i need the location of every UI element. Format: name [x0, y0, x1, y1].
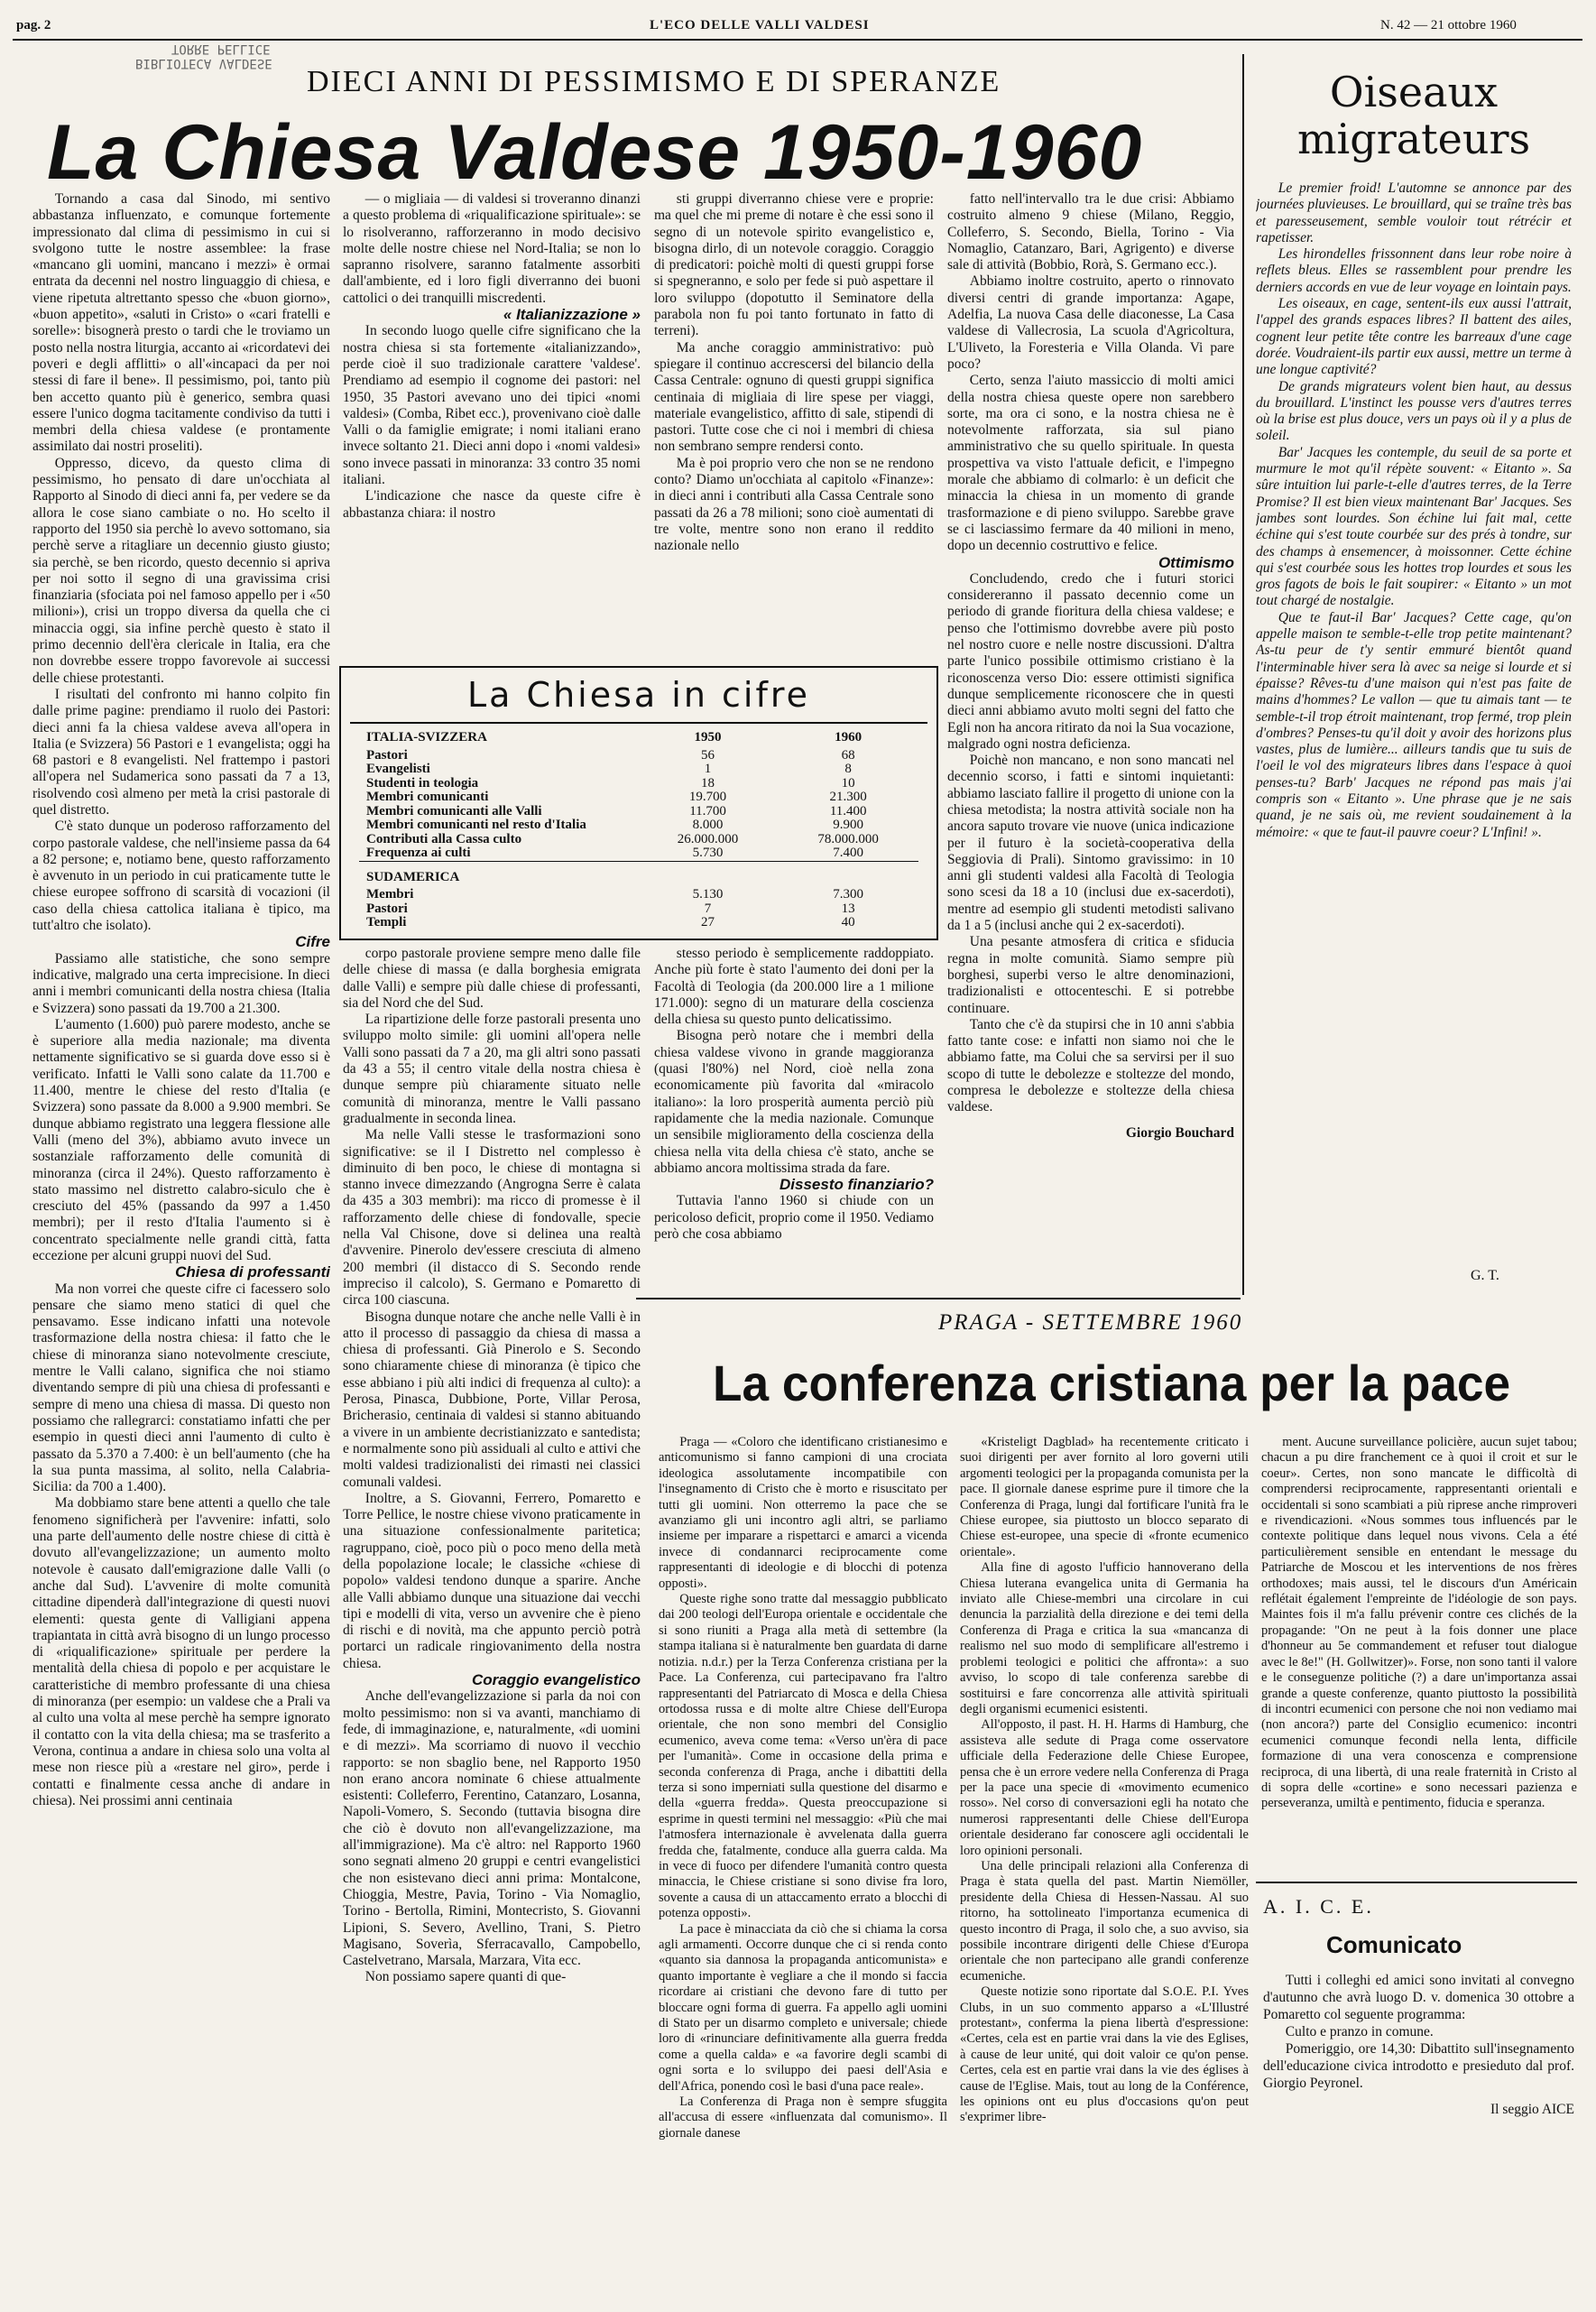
- article-column-1: Tornando a casa dal Sinodo, mi sentivo abbastanza influenzato, e comunque fortemente impressionato dal clima di pessimismo in cui si svolgono tutte le nostre assemblee: la frase «mancano gli uomini, mancano i mezzi» è ormai entrata da decenni nel nostro linguaggio di chiesa, e viene ripetuta altrettanto spesso che «buon giorno», «buon appetito», «saluti in Cristo» o «cari fratelli e sorelle»: bisognerà presto o tardi che le troviamo un posto nella nostra liturgia, accanto ai «ricordatevi dei poveri e degli afflitti» o all'«incapaci da per noi stessi di fare il bene». Il pessimismo, poi, tanto più ben accetto quanto più è generico, sembra quasi essere l'unico dogma tacitamente condiviso da tutti i membri della chiesa valdese (e prontamente assimilato dai nostri proseliti). Oppresso, dicevo, da questo clima di pessimismo, ho pensato di dare un'occhiata al Rapporto al Sinodo di dieci anni fa, per vedere se da allora le cose siano cambiate o no. Ho scelto il rapporto del 1950 sia perchè lo avevo sottomano, sia perchè serve a ritagliare un decennio giusto giusto; sia perchè, se ben ricordo, questo decennio si apriva per noi sotto il segno di una gravissima crisi finanziaria (sfociata poi nel famoso appello per i «50 milioni»), crisi un troppo diversa da quella che ci minaccia oggi, sia infine perchè questo è stato il primo decennio dell'èra clericale in Italia, era che non dovrebbe essere troppo favorevole ai successi delle chiese protestanti. I risultati del confronto mi hanno colpito fin dalle prime pagine: prendiamo il ruolo dei Pastori: dieci anni fa la chiesa valdese aveva all'opera in Italia (e Svizzera) 56 Pastori e 1 evangelista; oggi ha 68 pastori e 8 evangelisti. Nel frattempo i pastori all'opera nel Sudamerica sono passati da 7 a 13, risolvendo così almeno per metà la crisi pastorale di quel distretto. C'è stato dunque un poderoso rafforzamento del corpo pastorale valdese, che nell'insieme passa da 64 a 82 persone; e, notiamo bene, questo rafforzamento è avvenuto in un periodo in cui praticamente tutte le chiese europee soffrono di scarsità di vocazioni (il caso della chiesa cattolica italiana è tipico, ma tutt'altro che isolato). Cifre Passiamo alle statistiche, che sono sempre indicative, malgrado una certa imprecisione. In dieci anni i membri comunicanti della nostra chiesa (Italia e Svizzera) sono passati da 19.700 a 21.300. L'aumento (1.600) può parere modesto, anche se è superiore alla media nazionale; ma diventa nettamente significativo se si guarda dove esso si è verificato. Infatti le Valli sono calate da 11.700 e 11.400, mentre le chiese del resto d'Italia (e Svizzera) sono passate da 8.000 a 9.900 membri. Se dunque abbiamo registrato una leggera flessione alle Valli (meno del 3%), abbiamo avuto invece un sostanziale rafforzamento delle comunità di minoranza (circa il 24%). Questo rafforzamento è stato massimo nel distretto calabro-siculo che è cresciuto del 45% (passando da 997 a 1.450 membri); per il resto d'Italia l'aumento si è concentrato specialmente nelle grandi città, fatta eccezione per alcuni gruppi nuovi del Sud. Chiesa di professanti Ma non vorrei che queste cifre ci facessero solo pensare che siamo meno statici di quel che pensavamo. Esse indicano infatti una notevole trasformazione della nostra chiesa: il fatto che le chiese di minoranza siano notevolmente cresciute, mentre le Valli calano, significa che noi stiamo diventando sempre di più una chiesa di professanti e sempre di meno una chiesa di massa. Di questo non possiamo che rallegrarci: constatiamo infatti che per esempio in questi dieci anni l'aumento di culto è passato da 5.370 a 7.400: è un bell'aumento (che ha la sua punta massima, al solito, nella Calabria-Sicilia: da 700 a 1.400). Ma dobbiamo stare bene attenti a quello che tale fenomeno significherà per l'avvenire: infatti, solo una parte dell'aumento delle nostre chiese di città è dovuto all'evangelizzazione; un aumento molto notevole è causato dall'emigrazione dalle Valli (o anche dal Sud). L'avvenire di molte comunità cittadine dipenderà dall'integrazione di questi nuovi elementi: questa gente di Valligiani appena trapiantata in città avrà bisogno di un lungo processo di «riqualificazione» spirituale per perdere la mentalità della chiesa di popolo e per acquistare le caratteristiche di membro professante di una chiesa di minoranza (per esempio: un valdese che a Prali va al culto una volta al mese perchè ha sempre ignorato il contatto con la vita della chiesa; ma se trasferito a Verona, continua a andare in chiesa solo una volta al mese non riesce più a «restare nel giro», perde i contatti e finalmente cessa anche di andare in chiesa). Nei prossimi anni centinaia: [32, 191, 330, 1808]
- praga-column-3: ment. Aucune surveillance policière, aucun sujet tabou; chacun a pu dire franchement ce à quoi il croit et sur le coeur». Certes, non sono mancate le difficoltà di comprendersi reciprocamente, rappresentanti orientali e occidentali si sono scambiati a più riprese anche rimproveri e rivendicazioni. «Nous sommes tous influencés par le contexte politique dans lequel nous vivons. Cela a été particulièrement sensible en entendant le message du Patriarche de Moscou et les interventions de nos frères orthodoxes; mais aussi, tel le discours d'un Américain reflétait également l'empreinte de l'idéologie de son pays. Maintes fois il m'a fallu prévenir contre ces clichés de la propagande: "On ne peut à la fois donner une place d'honneur au 5e commandement et refuser tout dialogue avec le 8e!" (H. Gollwitzer)». Forse, non sono tanti il valore e le conseguenze politiche (?) a dare un'importanza assai grande a queste conferenze, quanto piuttosto la possibilità di incontri ecumenici con persone che noi non vediamo mai (non ancora?) parte del Consiglio ecumenico: incontri ecumenici comunque fecondi nella lenta, difficile formazione di una vera conoscenza e comprensione reciproca, di una libertà, di una reale fraternità in Cristo al di sopra delle «cortine» e sono necessari pazienza e perseveranza, umiltà e pentimento, fiducia e speranza.: [1261, 1435, 1577, 1811]
- section-sudamerica: SUDAMERICA: [366, 869, 460, 884]
- aice-text: Tutti i colleghi ed amici sono invitati al convegno d'autunno che avrà luogo D. v. domenica 30 ottobre a Pomaretto col seguente programma: Culto e pranzo in comune. Pomeriggio, ore 14,30: Dibattito sull'insegnamento dell'educazione civica introdotto e presieduto dal prof. Giorgio Peyronel. Il seggio AICE: [1263, 1973, 1574, 2117]
- row-label: Contributi alla Cassa culto: [366, 831, 522, 846]
- subheading-italianizzazione: « Italianizzazione »: [503, 306, 641, 324]
- article-lower-column-1: corpo pastorale proviene sempre meno dalle file delle chiese di massa (e dalla borghesia emigrata dalle Valli) e sempre più dalle chiese di professanti, sia del Nord che del Sud. La ripartizione delle forze pastorali presenta uno sviluppo molto simile: gli uomini all'opera nelle Valli sono passati da 7 a 20, ma gli altri sono passati da 43 a 55; il centro vitale della nostra chiesa è dunque sempre più chiaramente situato nelle comunità di minoranza, mentre le Valli passano gradualmente in seconda linea. Ma nelle Valli stesse le trasformazioni sono significative: se il I Distretto nel complesso è diminuito di ben poco, le chiese di montagna si stanno invece dimezzando (Angrogna Serre è calata da 435 a 303 membri): ma ricco di promesse è il rafforzamento delle chiese di fondovalle, specie nella Val Chisone, dove si delinea una realtà d'avvenire. Pinerolo dev'essere cresciuta di almeno 200 membri (il distacco di S. Secondo rende impreciso il calcolo), S. Germano e Pomaretto di circa 100 ciascuna. Bisogna dunque notare che anche nelle Valli è in atto il processo di passaggio da chiesa di massa a chiesa di professanti. Già Pinerolo e S. Secondo sono chiaramente chiese di minoranza (è tipico che esse abbiano i più alti indici di frequenza al culto): a Perosa, Pinasca, Dubbione, Porte, Villar Perosa, Bricherasio, centinaia di valdesi si stanno abituando a vivere in un ambiente decristianizzato e santedista; e normalmente sono più assiduali al culto e attivi che molti valdesi tradizionalisti dei rimasti nei classici comunali valdesi. Inoltre, a S. Giovanni, Ferrero, Pomaretto e Torre Pellice, le nostre chiese vivono praticamente in una situazione confessionalmente paritetica; ragruppano, cioè, poco più o poco meno della metà della popolazione locale; le classiche «chiese di popolo» valdesi tendono dunque a sparire. Anche alle Valli abbiamo dunque una situazione dai vecchi tipi e modelli di vita, verso un avvenire che è pieno di rischi e di novità, ma che appunto perciò potrà portarci un radicale ringiovanimento della nostra chiesa. Coraggio evangelistico Anche dell'evangelizzazione si parla da noi con molto pessimismo: non si va avanti, manchiamo di fede, di immaginazione, e, naturalmente, «di uomini e di mezzi». Ma scorriamo di nuovo il vecchio rapporto: se non sbaglio bene, nel Rapporto 1950 non erano ancora nominate 6 chiese attualmente esistenti: Colleferro, Ferentino, Catanzaro, Losanna, Napoli-Vomero, S. Secondo (tuttavia bisogna dire che ciò è dovuto non all'evangelizzazione, ma all'immigrazione). Ma c'è altro: nel Rapporto 1960 sono segnati almeno 20 gruppi e centri evangelistici che non esistevano dieci anni prima: Montalcone, Chioggia, Mestre, Pavia, Torino - Via Nomaglio, Torino - Bertolla, Rimini, Montecristo, S. Giovanni Lipioni, S. Severo, Avellino, Trani, S. Pietro Magisano, Soverìa, Sferracavallo, Campobello, Castelvetrano, Marsala, Marzara, Vita ecc. Non possiamo sapere quanti di que-: [343, 946, 641, 1985]
- value-1960: 13: [841, 901, 855, 916]
- row-label: Membri comunicanti alle Valli: [366, 803, 542, 818]
- praga-column-1: Praga — «Coloro che identificano cristianesimo e anticomunismo si fanno campioni di una crociata ideologica assolutamente incompatibile con l'insegnamento di Cristo che è morto e risuscitato per tutti gli uomini. Non otterremo la pace che se avanziamo gli uni incontro agli altri, se parliamo insieme per imparare a rispettarci e amarci a vicenda invece di condannarci reciprocamente come rappresentanti di ideologie e di blocchi di potenza opposti». Queste righe sono tratte dal messaggio pubblicato dai 200 teologi dell'Europa orientale e occidentale che si sono riuniti a Praga alla metà di settembre (la stampa italiana si è naturalmente ben guardata di darne notizia. n.d.r.) per la Terza Conferenza cristiana per la Pace. La Conferenza, cui partecipavano fra l'altro rappresentanti del Patriarcato di Mosca e della Chiesa ortodossa russa e di molte altre Chiese dell'Europa orientale, che non sono membri del Consiglio ecumenico, aveva come tema: «Verso un'èra di pace per l'umanità». Come in occasione della prima e seconda conferenza di Praga, anche i dibattiti della terza si sono imperniati sulla questione del disarmo e della «guerra fredda». Questa preoccupazione si esprime in questi termini nel messaggio: «Più che mai l'atmosfera internazionale è avvelenata dalla guerra fredda che, fatalmente, conduce alla guerra calda. Ma in vece di fuoco per difendere l'umanità contro questa minaccia, le Chiese cristiane si sono divise fra loro, sovente a causa di un attaccamento errato a blocchi di potenza opposti». La pace è minacciata da ciò che si chiama la corsa agli armamenti. Occorre dunque che ci si renda conto «quanto sia dannosa la propaganda anticomunista» e quanto importante è vegliare a che il mondo si faccia ricordare ai cristiani che devono fare di tutto per bloccare ogni forma di guerra. Fa appello agli uomini di Stato per un disarmo completo e universale; chiede loro di «rinunciare definitivamente alla guerra fredda come a quella calda» e «a favorire degli scambi di ogni sorta e lo sviluppo dei paesi dell'Asia e dell'Africa, ponendo così le basi d'una pace reale». La Conferenza di Praga non è sempre sfuggita all'accusa di essere «influenzata dal comunismo». Il giornale danese: [659, 1435, 947, 2141]
- aice-rule: [1256, 1882, 1577, 1883]
- value-1960: 21.300: [829, 790, 867, 804]
- value-1950: 8.000: [692, 818, 724, 832]
- article-title: La Chiesa Valdese 1950-1960: [47, 109, 1143, 196]
- row-label: Membri comunicanti nel resto d'Italia: [366, 818, 586, 832]
- row-label: Templi: [366, 915, 407, 929]
- sidebar-signature: G. T.: [1471, 1268, 1499, 1283]
- value-1960: 8: [844, 762, 852, 776]
- table-row: [359, 805, 918, 819]
- subheading-dissesto: Dissesto finanziario?: [780, 1176, 934, 1194]
- value-1960: 68: [841, 747, 855, 763]
- praga-kicker: PRAGA - SETTEMBRE 1960: [938, 1310, 1243, 1335]
- row-label: Membri: [366, 887, 414, 902]
- header-rule: [13, 39, 1582, 41]
- subheading-coraggio: Coraggio evangelistico: [471, 1671, 641, 1689]
- row-label: Pastori: [366, 901, 408, 916]
- page-number: pag. 2: [16, 18, 51, 32]
- value-1950: 18: [701, 775, 715, 791]
- praga-top-rule: [636, 1298, 1241, 1299]
- table-row: [359, 777, 918, 791]
- value-1960: 40: [841, 915, 855, 929]
- sidebar-rule: [1242, 54, 1244, 1295]
- aice-signature: Il seggio AICE: [1490, 2102, 1574, 2117]
- value-1960: 7.300: [833, 887, 864, 902]
- article-author: Giorgio Bouchard: [1125, 1124, 1234, 1141]
- table-row: [359, 833, 918, 847]
- praga-title: La conferenza cristiana per la pace: [713, 1355, 1511, 1411]
- subheading-cifre: Cifre: [295, 933, 330, 951]
- table-row: [359, 916, 918, 930]
- article-column-2: — o migliaia — di valdesi si troveranno dinanzi a questo problema di «riqualificazione spirituale»: se lo risolveranno, rafforzeranno in modo decisivo molte delle nostre chiese nel Nord-Italia; se non lo sapranno risolvere, saranno fatalmente assorbiti dall'ambiente, ed i loro figli diverranno dei buoni cattolici o dei tranquilli miscredenti. « Italianizzazione » In secondo luogo quelle cifre significano che la nostra chiesa si sta fortemente «italianizzando», perde cioè il suo tradizionale carattere 'valdese'. Prendiamo ad esempio il cognome dei pastori: nel 1950, 35 Pastori avevano uno dei tipici «nomi valdesi» (Comba, Ribet ecc.), provenivano cioè dalle Valli o da famiglie emigrate; i nomi italiani erano invece soltanto 21. Dieci anni dopo i «nomi valdesi» sono invece passati in minoranza: 33 contro 35 nomi italiani. L'indicazione che nasce da queste cifre è abbastanza chiara: il nostro: [343, 191, 641, 521]
- stats-table-box: [339, 666, 938, 940]
- value-1950: 5.730: [692, 846, 724, 860]
- praga-column-2: «Kristeligt Dagblad» ha recentemente criticato i suoi dirigenti per aver fornito al loro governi utili argomenti teologici per la propaganda comunista per la pace. Il giornale danese esprime pure il timore che la Conferenza di Praga, lungi dal fortificare l'unità fra le Chiese europee, sia piuttosto un blocco separato di Chiese est-europee, una specie di «fronte ecumenico orientale». Alla fine di agosto l'ufficio hannoverano della Chiesa luterana evangelica unita di Germania ha inviato alle Chiese-membri una circolare in cui denuncia la parzialità della direzione e dei temi della Conferenza di Praga e critica la sua «mancanza di realismo nel suo modo di semplificare all'estremo i problemi teologici e politici che affronta»: a suo avviso, lo scopo di tale conferenza sarebbe di sostituirsi e fare concorrenza alle attività spirituali degli organismi ecumenici esistenti. All'opposto, il past. H. H. Harms di Hamburg, che assisteva alle sedute di Praga come osservatore ufficiale della Federazione delle Chiese Europee, pensa che è un errore vedere nella Conferenza di Praga per la pace una specie di «movimento ecumenico rosso». Nel corso di conversazioni egli ha notato che numerosi rappresentanti delle Chiese dell'Europa orientale desiderano far conoscere agli occidentali le loro opinioni personali. Una delle principali relazioni alla Conferenza di Praga è stata quella del past. Martin Niemöller, presidente della Chiesa di Hessen-Nassau. Al suo ritorno, ha sottolineato l'importanza ecumenica di questo incontro di Praga, il solo che, a suo avviso, sia possibile incontrare dirigenti delle Chiese d'Europa orientale che non partecipano alle grandi conferenze ecumeniche. Queste notizie sono riportate dal S.O.E. P.I. Yves Clubs, in un suo commento apparso a «L'Illustré protestant», conferma la piena libertà d'espressione: «Certes, cela est en partie vrai dans la vie des Eglises, à cause de leur unité, qui doit valoir ce qu'on pense. Certes, cela est en partie vrai dans la vie des églises à cause de l'Eglise. Mais, tout au long de la Conférence, les opinions ont eu plus d'occasions qu'on peut s'exprimer libre-: [960, 1435, 1249, 2125]
- aice-heading: A. I. C. E.: [1263, 1895, 1374, 1918]
- table-row: [359, 818, 918, 833]
- stats-table: ITALIA-SVIZZERA 1950 1960 Pastori 56 68 Evangelisti 1 8 Studenti in teologia 18 10 Membri comunicanti 19.700 21.300 Membri comunicanti alle Valli 11.700 11.400 Membri comunicanti nel resto d'Italia 8.000 9.900 Contributi alla Cassa culto 26.000.000 78.000.000 Frequenza ai culti 5.730 7.400 SUDAMERICA Membri 5.130 7.300 Pastori 7 13 Templi 27 40: [359, 727, 918, 930]
- value-1960: 11.400: [829, 803, 867, 818]
- article-column-3: sti gruppi diverranno chiese vere e proprie: ma quel che mi preme di notare è che essi sono il segno di un notevole spirito evangelistico e, bisogna dirlo, di un notevole coraggio. Coraggio di predicatori: poichè molti di questi gruppi forse si spegneranno, e solo per fede si può aspettare il loro sviluppo (dopotutto il Seminatore della parabola non fu poi tanto fortunato in fatto di terreni). Ma anche coraggio amministrativo: può spiegare il continuo accrescersi del bilancio della Cassa Centrale: ognuno di questi gruppi significa centinaia di migliaia di lire spese per viaggi, materiale evangelistico, affitto di sale, stipendi di pastori. Tutte cose che ci noi i membri di chiesa non sembrano sempre rendersi conto. Ma è poi proprio vero che non se ne rendono conto? Diamo un'occhiata al capitolo «Finanze»: in dieci anni i contributi alla Cassa Centrale sono passati da 26 a 78 milioni; sono cioè aumentati di tre volte, mentre sono non erano il reddito nazionale nello: [654, 191, 934, 554]
- subheading-ottimismo: Ottimismo: [1158, 553, 1234, 571]
- value-1950: 19.700: [688, 790, 727, 804]
- row-label: Evangelisti: [366, 762, 430, 776]
- row-label: Membri comunicanti: [366, 790, 489, 804]
- value-1960: 78.000.000: [817, 831, 879, 846]
- row-label: Frequenza ai culti: [366, 846, 471, 860]
- value-1950: 56: [701, 747, 715, 763]
- value-1950: 26.000.000: [677, 831, 739, 846]
- article-column-4: fatto nell'intervallo tra le due crisi: Abbiamo costruito almeno 9 chiese (Milano, Reggio, Colleferro, S. Secondo, Biella, Torino - Via Nomaglio, Catanzaro, Bari, Agrigento) e diverse sale di attività (Bobbio, Rorà, S. Germano ecc.). Abbiamo inoltre costruito, aperto o rinnovato diversi centri di grande importanza: Agape, Adelfia, La nuova Casa delle diaconesse, La Casa valdese di Vallecrosia, La scuola d'Agricoltura, L'Uliveto, la Foresteria e Villa Olanda. Vi pare poco? Certo, senza l'aiuto massiccio di molti amici della nostra chiesa queste opere non sarebbero sorte, ma ora ci sono, e la nostra chiesa ne è notevolmente rafforzata, sia sul piano amministrativo che su quello spirituale. In questa prospettiva va visto l'attuale deficit, e l'impegno morale che abbiamo di colmarlo: è un deficit che minaccia la chiesa in un momento di grande trasformazione e di pieno sviluppo. Sarebbe grave se ci lasciassimo fermare da 40 milioni in meno, dopo un decennio costruttivo e felice. Ottimismo Concludendo, credo che i futuri storici considereranno il passato decennio come un periodo di grande fioritura della chiesa valdese; e penso che l'ottimismo dovrebbe avere più posto nel nostro cuore e nelle nostre discussioni. D'altra parte l'unico possibile ottimismo cristiano è la riconoscenza verso Dio: essere ottimisti significa dunque semplicemente riconoscere che in questi dieci anni abbiamo avuto molti segni del fatto che Egli non ha ancora ritirato da noi la Sua vocazione, malgrado ogni nostra deficienza. Poichè non mancano, e non sono mancati nel decennio scorso, i fatti e sintomi inquietanti: abbiamo lasciato fallire il progetto di unione con la chiesa metodista; la nostra attività sociale non ha ancora saputo trovare vie nuove (unica indicazione per il futuro è la società-cooperativa della Seggiovia di Prali). Sintomo gravissimo: in 10 anni gli studenti valdesi alla Facoltà di Teologia sono scesi da 18 a 10 (inclusi due ex-sacerdoti), mentre ad esempio gli studenti metodisti salivano da 1 a 5 (inclusi anche qui 2 ex-sacerdoti). Una pesante atmosfera di critica e sfiducia regna in molte comunità. Siamo sempre più borghesi, superbi verso le altre denominazioni, tradizionalisti e ottocenteschi. E si potrebbe continuare. Tanto che c'è da stupirsi che in 10 anni s'abbia fatto tante cose: e infatti non siamo noi che le abbiamo fatte, ma Colui che sa servirsi per il suo scopo di tutte le debolezze e stoltezze del mondo, compresa le debolezze e stoltezze della chiesa valdese. Giorgio Bouchard: [947, 191, 1234, 1141]
- value-1950: 7: [704, 901, 712, 916]
- sidebar-title: Oiseaux migrateurs: [1296, 68, 1531, 163]
- table-row: [359, 902, 918, 917]
- sidebar-text: Le premier froid! L'automne se annonce par des journées pluvieuses. Le brouillard, qui se traîne très bas et paresseusement, semble vouloir tout rétrécir et rapetisser. Les hirondelles frissonnent dans leur robe noire à reflets bleus. Elles se rassemblent pour prendre les derniers accords en vue de leur voyage en lointain pays. Les oiseaux, en cage, sentent-ils eux aussi l'attrait, l'appel des grands espaces libres? Il battent des ailes, cognent leur petite tête contre les barreaux d'une cage dorée. Voudraient-ils partir eux aussi, mettre un terme à une longue captivité? De grands migrateurs volent bien haut, au dessus du brouillard. L'instinct les pousse vers d'autres terres où la brise est plus douce, vers un pays où il y a plus de soleil. Bar' Jacques les contemple, du seuil de sa porte et murmure le mot qu'il répète souvent: « Eitanto ». Sa sûre intuition lui parle-t-elle d'autres terres, de la Terre Promise? Il est bien vieux maintenant Bar' Jacques. Ses jambes sont lourdes. Son échine lui fait mal, cette échine qui s'est toute courbée sur des prés à tondre, sur des champs à ensemencer, à moissonner. Cette échine qui s'est courbée sous les hottes trop lourdes et sous les gros fagots de bois le fait soupirer: « Eitanto » un mot tout chargé de nostalgie. Que te faut-il Bar' Jacques? Cette cage, qu'on appelle maison te semble-t-elle trop petite maintenant? As-tu peur de t'y sentir emmuré bientôt quand l'interminable hiver sera là avec sa neige si lourde et si épaisse? Rêves-tu d'une maison qui n'est pas faite de mains d'hommes? Le vallon — que tu aimais tant — te semble-t-il trop étroit maintenant, trop fermé, trop plein d'ombres? Penses-tu qu'il doit y avoir des horizons plus vastes, plus de lumière... ailleurs tandis que tu suis de l'oeil le vol des migrateurs libres dans l'espace à quoi penses-tu? Barb' Jacques ne répond pas mais j'ai compris son « Eitanto ». Une phrase que je ne sais quand, je ne sais où, me revient soudainement à la mémoire: « que te faut-il pauvre coeur? L'Infini! ».: [1256, 180, 1572, 840]
- value-1960: 10: [841, 775, 855, 791]
- table-row: [359, 749, 918, 763]
- table-row: [359, 763, 918, 777]
- row-label: Studenti in teologia: [366, 775, 479, 791]
- aice-title: Comunicato: [1326, 1931, 1462, 1958]
- article-kicker: DIECI ANNI DI PESSIMISMO E DI SPERANZE: [307, 65, 1001, 98]
- subheading-professanti: Chiesa di professanti: [175, 1263, 330, 1281]
- row-label: Pastori: [366, 747, 408, 763]
- library-stamp: BIBLIOTECA VALDESE TORRE PELLICE: [135, 42, 272, 70]
- newspaper-name: L'ECO DELLE VALLI VALDESI: [650, 18, 870, 32]
- value-1950: 5.130: [692, 887, 724, 902]
- article-lower-column-2: stesso periodo è semplicemente raddoppiato. Anche più forte è stato l'aumento dei doni per la Facoltà di Teologia (da 200.000 lire a 1 milione 171.000): segno di un maturare della coscienza della chiesa su questo punto delicatissimo. Bisogna però notare che i membri della chiesa valdese vivono in grande maggioranza (quasi l'80%) nel Nord, cioè nella zona economicamente più favorita dal «miracolo italiano»: la loro prosperità aumenta perciò più rapidamente che la media nazionale. Comunque un sensibile miglioramento della coscienza della chiesa nella vita della chiesa c'è stato, anche se abbiamo ancora moltissima strada da fare. Dissesto finanziario? Tuttavia l'anno 1960 si chiude con un pericoloso deficit, proprio come il 1950. Vediamo però che cosa abbiamo: [654, 946, 934, 1243]
- value-1950: 27: [701, 915, 715, 929]
- table-row: [359, 791, 918, 805]
- table-row: [359, 888, 918, 902]
- table-row: [359, 846, 918, 861]
- value-1950: 11.700: [689, 803, 726, 818]
- stats-table-title: La Chiesa in cifre: [467, 675, 810, 715]
- issue-date: N. 42 — 21 ottobre 1960: [1380, 18, 1517, 32]
- value-1950: 1: [704, 762, 712, 776]
- value-1960: 9.900: [833, 818, 864, 832]
- value-1960: 7.400: [833, 846, 864, 860]
- section-italia: ITALIA-SVIZZERA: [366, 730, 487, 744]
